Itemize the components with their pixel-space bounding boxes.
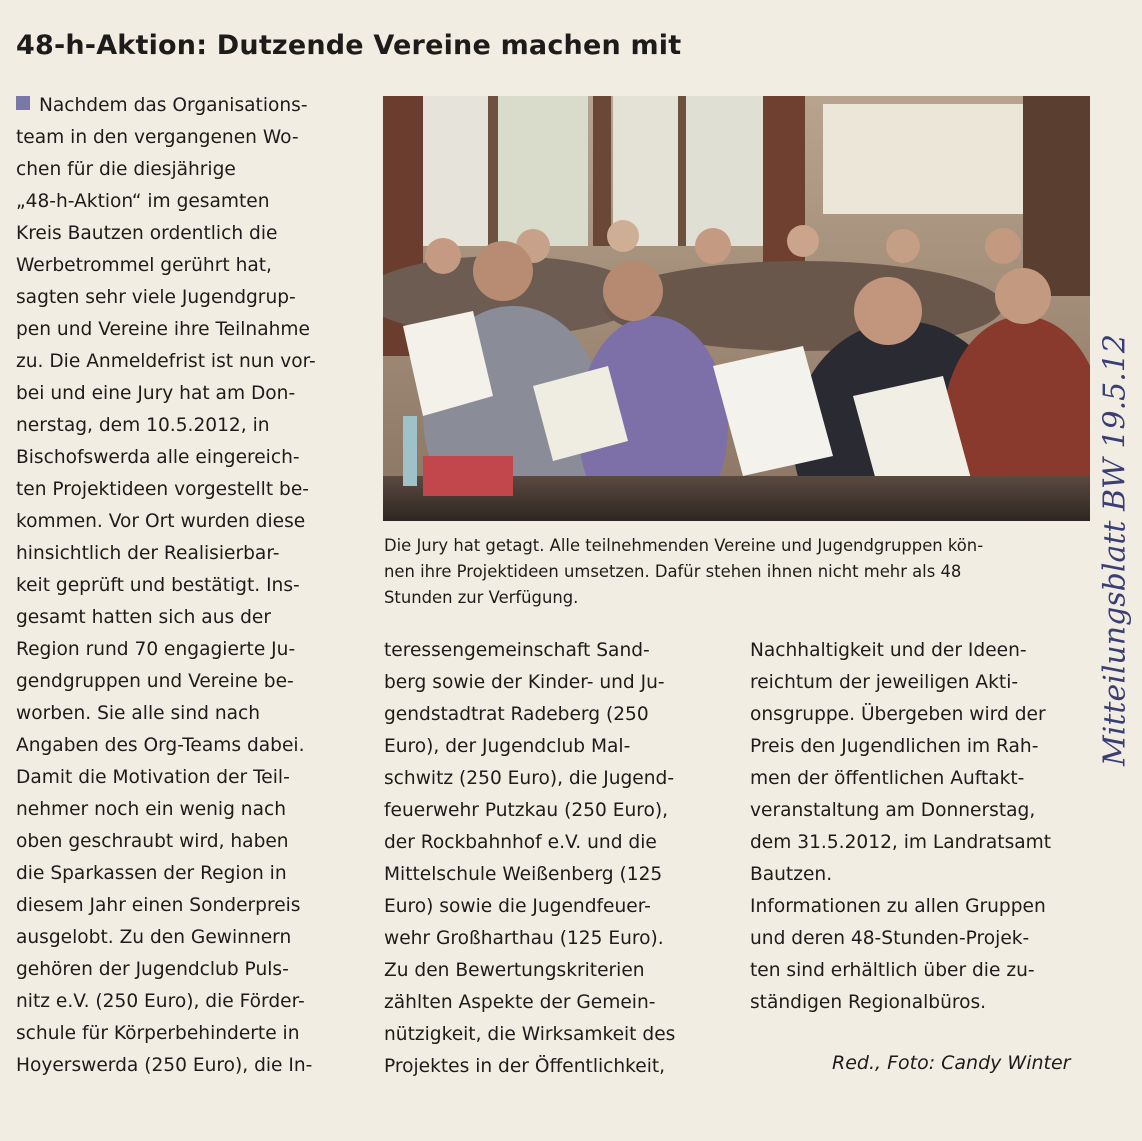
text-line: zu. Die Anmeldefrist ist nun vor- [16,351,316,372]
text-line: zählten Aspekte der Gemein- [384,992,656,1013]
photo-illustration [383,96,1090,521]
text-line: reichtum der jeweiligen Akti- [750,672,1019,693]
bullet-square-icon [16,96,30,110]
text-line [16,90,366,122]
bleed-through-left [0,1100,360,1140]
column-1-lines [16,90,366,1082]
text-line-content: Nachdem das Organisations- [39,95,308,116]
column-3-lines [750,635,1100,1019]
text-line: Euro) sowie die Jugendfeuer- [384,896,651,917]
handwritten-note [1090,250,1140,850]
text-line: Bischofswerda alle eingereich- [16,447,300,468]
text-line: die Sparkassen der Region in [16,863,287,884]
text-line: ständigen Regionalbüros. [750,992,987,1013]
text-line: Preis den Jugendlichen im Rah- [750,736,1039,757]
text-line: gesamt hatten sich aus der [16,607,271,628]
article-column-3 [750,635,1100,1019]
text-line: Stunden zur Verfügung. [384,588,579,607]
text-line: Werbetrommel gerührt hat, [16,255,272,276]
text-line: nerstag, dem 10.5.2012, in [16,415,270,436]
text-line: Mittelschule Weißenberg (125 [384,864,663,885]
text-line: und deren 48-Stunden-Projek- [750,928,1030,949]
text-line: der Rockbahnhof e.V. und die [384,832,657,853]
text-line: onsgruppe. Übergeben wird der [750,704,1046,725]
text-line: ten sind erhältlich über die zu- [750,960,1035,981]
photo-caption [384,533,983,611]
text-line: Nachhaltigkeit und der Ideen- [750,640,1027,661]
text-line: wehr Großharthau (125 Euro). [384,928,664,949]
text-line: Die Jury hat getagt. Alle teilnehmenden Vereine und Jugendgruppen kön- [384,536,984,555]
text-line: ausgelobt. Zu den Gewinnern [16,927,292,948]
text-line: schule für Körperbehinderte in [16,1023,300,1044]
text-line: diesem Jahr einen Sonderpreis [16,895,301,916]
text-line: chen für die diesjährige [16,159,236,180]
text-line: hinsichtlich der Realisierbar- [16,543,280,564]
text-line: berg sowie der Kinder- und Ju- [384,672,665,693]
text-line: ten Projektideen vorgestellt be- [16,479,309,500]
text-line: veranstaltung am Donnerstag, [750,800,1036,821]
text-line: Zu den Bewertungskriterien [384,960,645,981]
text-line: team in den vergangenen Wo- [16,127,299,148]
article-column-2 [384,635,734,1083]
text-line: Hoyerswerda (250 Euro), die In- [16,1055,313,1076]
handwritten-note-text: Mitteilungsblatt BW 19.5.12 [1097,334,1133,766]
photo-credit: Red., Foto: Candy Winter [832,1052,1071,1074]
text-line: kommen. Vor Ort wurden diese [16,511,306,532]
text-line: Region rund 70 engagierte Ju- [16,639,296,660]
text-line: gendgruppen und Vereine be- [16,671,294,692]
text-line: sagten sehr viele Jugendgrup- [16,287,296,308]
text-line: men der öffentlichen Auftakt- [750,768,1025,789]
text-line: Damit die Motivation der Teil- [16,767,290,788]
text-line: schwitz (250 Euro), die Jugend- [384,768,675,789]
text-line: feuerwehr Putzkau (250 Euro), [384,800,669,821]
text-line: oben geschraubt wird, haben [16,831,289,852]
text-line: teressengemeinschaft Sand- [384,640,650,661]
caption-lines [384,533,983,611]
text-line: keit geprüft und bestätigt. Ins- [16,575,300,596]
text-line: dem 31.5.2012, im Landratsamt [750,832,1052,853]
text-line: gendstadtrat Radeberg (250 [384,704,649,725]
text-line: Kreis Bautzen ordentlich die [16,223,278,244]
text-line: gehören der Jugendclub Puls- [16,959,289,980]
text-line: nitz e.V. (250 Euro), die Förder- [16,991,305,1012]
text-line: pen und Vereine ihre Teilnahme [16,319,310,340]
text-line: nützigkeit, die Wirksamkeit des [384,1024,676,1045]
headline: 48-h-Aktion: Dutzende Vereine machen mit [16,30,682,61]
text-line: worben. Sie alle sind nach [16,703,261,724]
article-photo [383,96,1090,521]
article-column-1 [16,90,366,1082]
text-line: Bautzen. [750,864,833,885]
text-line: Informationen zu allen Gruppen [750,896,1046,917]
text-line: „48-h-Aktion“ im gesamten [16,191,270,212]
text-line: Euro), der Jugendclub Mal- [384,736,631,757]
text-line: Angaben des Org-Teams dabei. [16,735,305,756]
text-line: nehmer noch ein wenig nach [16,799,286,820]
column-2-lines [384,635,734,1083]
text-line: nen ihre Projektideen umsetzen. Dafür stehen ihnen nicht mehr als 48 [384,562,962,581]
text-line: bei und eine Jury hat am Don- [16,383,296,404]
text-line: Projektes in der Öffentlichkeit, [384,1056,666,1077]
